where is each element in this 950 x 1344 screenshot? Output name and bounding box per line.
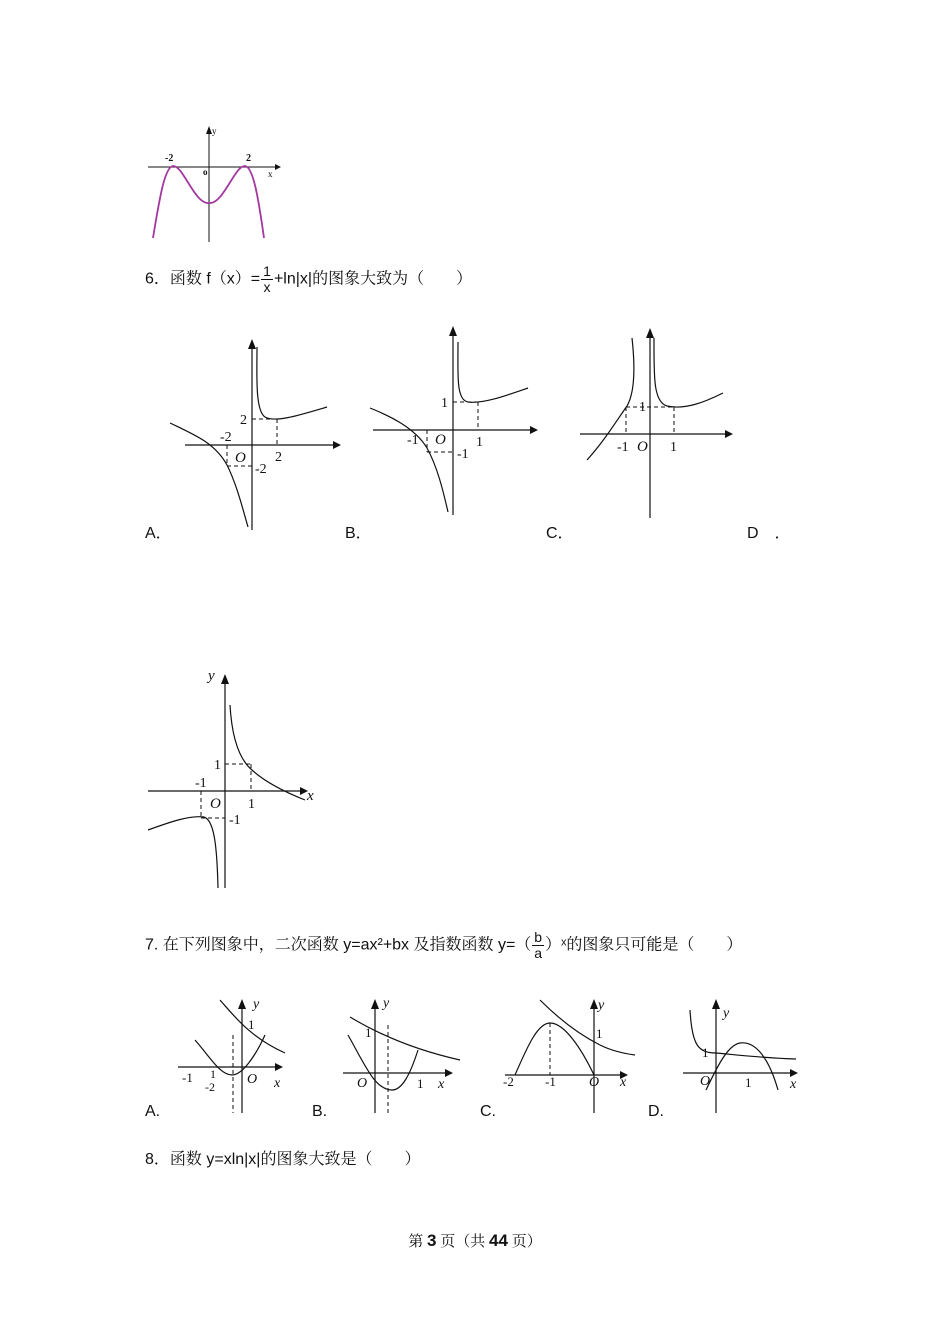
q6-graph-b [365,320,545,520]
q7-fraction: $\frac{b}{a}$ [534,929,543,961]
q6b-label-1x: 1 [476,435,483,450]
q6d-label-x: x [307,788,314,804]
q8-number: 8． [145,1151,170,1168]
q6-option-b-letter: B． [345,525,372,542]
q7d-label-x: x [790,1077,797,1092]
q7-option-a-letter: A. [145,1103,161,1120]
q7b-label-origin: O [357,1076,368,1091]
q6-option-d-letter: D ． [747,525,791,542]
q7c-label-neg1: -1 [545,1074,556,1089]
q6c-label-origin: O [637,439,648,455]
q7a-label-1y: 1 [248,1017,255,1032]
q7-stem [145,930,742,960]
q6-fraction: $\frac{1}{x}$ [263,263,271,295]
q7-graph-c [500,995,640,1120]
q6c-label-1y: 1 [639,400,646,415]
q7a-label-neg1: -1 [182,1070,193,1085]
q7-option-c-letter: C. [480,1103,496,1120]
q7-option-b-letter: B. [312,1103,328,1120]
q6d-label-1x: 1 [248,797,255,812]
q7c-label-origin: O [589,1075,600,1090]
q7a-label-x: x [274,1076,281,1091]
q8-stem [145,1146,420,1169]
q7a-label-origin: O [247,1072,258,1087]
q6a-label-neg2x: -2 [220,430,232,445]
q6a-label-origin: O [235,450,246,466]
q6-stem [145,264,472,294]
q7b-label-1y: 1 [365,1025,372,1040]
label-2: 2 [246,153,251,164]
q8-text: 函数 y=xln|x|的图象大致是（ ） [169,1151,421,1168]
q7c-label-y: y [598,998,605,1013]
q6a-label-neg2y: -2 [255,462,267,477]
q7d-label-1y: 1 [702,1045,709,1060]
q7-graph-d [678,995,808,1120]
x-axis-arrow [275,164,281,170]
q6d-label-neg1x: -1 [195,776,207,791]
q6-graph-d [140,660,340,895]
q7-prefix: 在下列图象中，二次函数 y=ax²+bx 及指数函数 y=（ [162,936,532,954]
q6-prefix: 函数 f（x）= [169,270,261,288]
q7a-label-y: y [253,997,260,1012]
q6b-label-neg1y: -1 [457,447,469,462]
q7b-label-x: x [438,1077,445,1092]
q7b-label-y: y [383,996,390,1011]
q6d-label-y: y [208,668,215,684]
q6-graph-a [165,335,345,535]
q6b-label-1y: 1 [441,396,448,411]
q7a-label-half-num: 1 [210,1067,216,1081]
q7c-label-neg2: -2 [503,1074,514,1089]
page-total: 44 [489,1231,508,1250]
q7d-label-origin: O [700,1074,711,1089]
q7c-label-1y: 1 [596,1026,603,1041]
q6-graph-c [575,320,745,520]
q7c-label-x: x [620,1075,627,1090]
q6-option-c-letter: C． [546,525,574,542]
q7a-label-half-den: -2 [205,1080,215,1094]
q6d-label-1y: 1 [214,758,221,773]
q6c-label-1x: 1 [670,440,677,455]
q6-suffix: +ln|x|的图象大致为（ ） [273,270,473,288]
label-y: y [212,126,217,136]
q6d-label-origin: O [210,796,221,812]
q7-suffix: ）ˣ的图象只可能是（ ） [545,936,743,954]
label-neg2: -2 [165,153,174,164]
q7-graph-a [175,995,305,1120]
q6a-label-2y: 2 [240,413,247,428]
q7-graph-b [340,995,470,1120]
q7b-label-1x: 1 [417,1076,424,1091]
label-origin: o [203,167,208,177]
q6c-label-neg1x: -1 [617,440,629,455]
q7-option-d-letter: D. [648,1103,664,1120]
label-x: x [268,169,273,179]
q7d-label-1x: 1 [745,1075,752,1090]
top-figure [140,120,290,245]
q6d-label-neg1y: -1 [229,813,241,828]
q6-option-a-letter: A． [145,525,172,542]
q6b-label-neg1x: -1 [407,433,419,448]
q7d-label-y: y [723,1006,730,1021]
q6-number: 6． [145,270,170,288]
q7-number: 7. [145,936,163,954]
q6a-label-2x: 2 [275,450,282,465]
page-footer: 第 3 页（共 44 页） [408,1231,542,1250]
q6b-label-origin: O [435,432,446,448]
page-number: 3 [427,1231,437,1250]
